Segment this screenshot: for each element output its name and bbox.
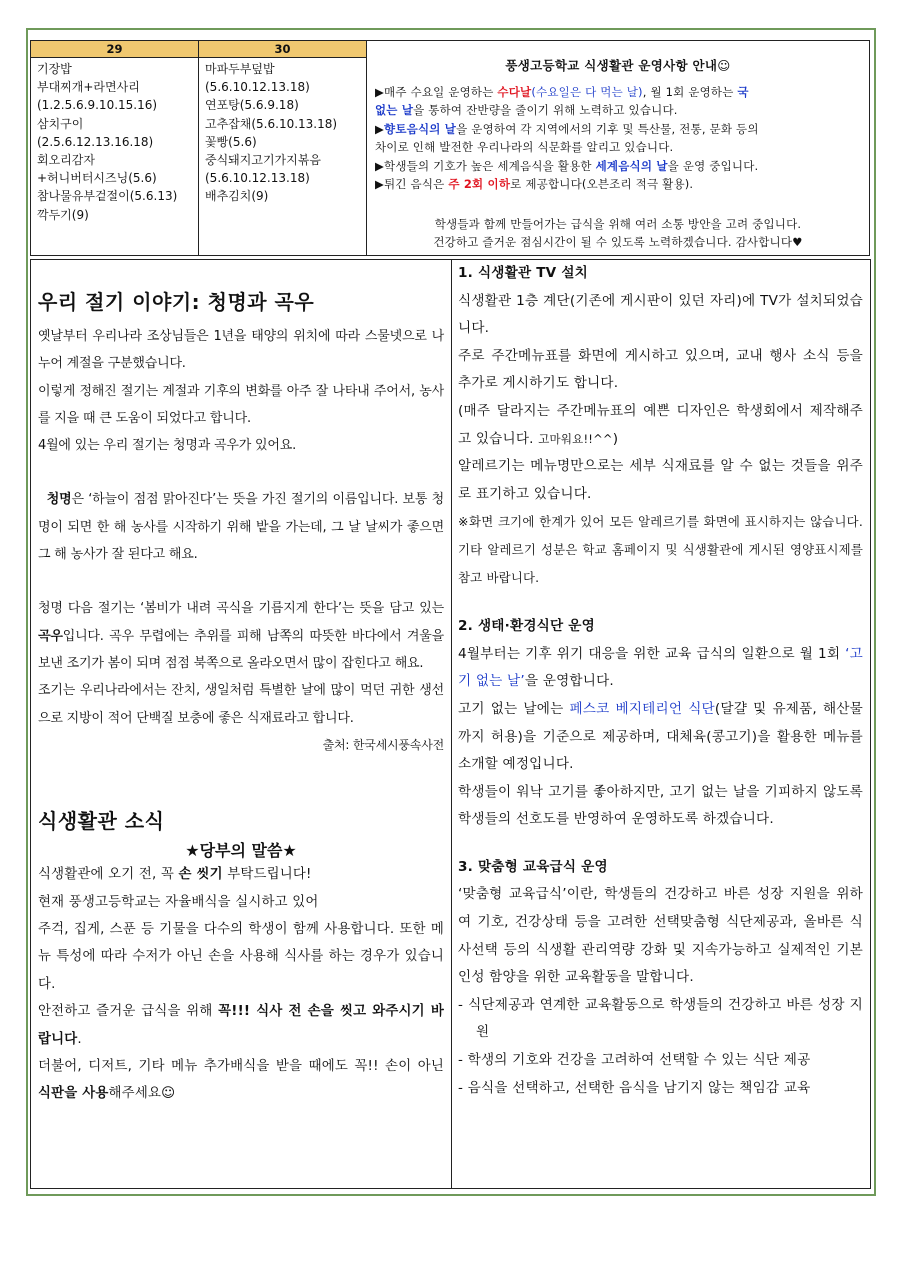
paragraph: 식생활관 1층 계단(기존에 게시판이 있던 자리)에 TV가 설치되었습니다. (458, 292, 863, 337)
paragraph: ‘맞춤형 교육급식’이란, 학생들의 건강하고 바른 성장 지원을 위하여 기호, 건강상태 등을 고려한 선택맞춤형 식단제공과, 올바른 식사선택 등의 식생활 관리역량 강화 및 지속가능하고 실제적인 기본인성 함양을 위한 교육활동을 말합니다. (458, 886, 863, 986)
menu-item: 연포탕(5.6.9.18) (205, 98, 299, 113)
menu-item: 중식돼지고기가지볶음 (205, 153, 321, 168)
paragraph: 주로 주간메뉴표를 화면에 게시하고 있으며, 교내 행사 소식 등을 추가로 게시하기도 합니다. (458, 347, 863, 392)
tv-section (458, 260, 863, 591)
menu-item: +허니버터시즈닝(5.6) (37, 171, 157, 186)
notice-line: ▶학생들의 기호가 높은 세계음식을 활용한 세계음식의 날을 운영 중입니다. (375, 158, 759, 173)
menu-item: (2.5.6.12.13.16.18) (37, 134, 154, 149)
left-column (38, 259, 444, 1108)
paragraph: 현재 풍생고등학교는 자율배식을 실시하고 있어 (38, 894, 319, 910)
menu-day-29 (31, 41, 199, 255)
notice-footer (367, 215, 869, 252)
paragraph: (매주 달라지는 주간메뉴표의 예쁜 디자인은 학생회에서 제작해주고 있습니다. 고마워요!!^^) (458, 402, 863, 447)
paragraph: 주걱, 집게, 스푼 등 기물을 다수의 학생이 함께 사용합니다. 또한 메뉴 특성에 따라 수저가 아닌 손을 사용해 식사를 하는 경우가 있습니다. (38, 921, 444, 992)
list-item: - 식단제공과 연계한 교육활동으로 학생들의 건강하고 바른 성장 지원 (458, 996, 863, 1041)
paragraph: 4월부터는 기후 위기 대응을 위한 교육 급식의 일환으로 월 1회 ‘고기 없는 날’을 운영합니다. (458, 645, 863, 690)
season-text (38, 323, 444, 759)
list-item: - 음식을 선택하고, 선택한 음식을 남기지 않는 책임감 교육 (458, 1079, 811, 1096)
news-subtitle: ★당부의 말씀★ (185, 841, 297, 861)
notice-title: 풍생고등학교 식생활관 운영사항 안내☺ (505, 58, 731, 73)
right-column (458, 259, 863, 1102)
menu-items (31, 58, 198, 224)
season-title: 우리 절기 이야기: 청명과 곡우 (38, 290, 315, 314)
paragraph: 고기 없는 날에는 페스코 베지테리언 식단(달걀 및 유제품, 해산물까지 허용)을 기준으로 제공하며, 대체육(콩고기)을 활용한 메뉴를 소개할 예정입니다. (458, 700, 863, 773)
notice-line: 차이로 인해 발전한 우리나라의 식문화를 알리고 있습니다. (375, 140, 674, 155)
notice-body (375, 83, 857, 193)
notice-line: ▶향토음식의 날을 운영하여 각 지역에서의 기후 및 특산물, 전통, 문화 등의 (375, 121, 759, 136)
notice-line: ▶매주 수요일 운영하는 수다날(수요일은 다 먹는 날), 월 1회 운영하는 국 (375, 85, 749, 99)
paragraph: 청명 다음 절기는 ‘봄비가 내려 곡식을 기름지게 한다’는 뜻을 담고 있는 곡우입니다. 곡우 무렵에는 추위를 피해 남쪽의 따뜻한 바다에서 겨울을 보낸 조기가 봄이 되며 점점 북쪽으로 올라오면서 많이 잡힌다고 해요. (38, 601, 444, 671)
list-item: - 학생의 기호와 건강을 고려하여 선택할 수 있는 식단 제공 (458, 1052, 811, 1069)
eco-section (458, 613, 863, 834)
paragraph: 청명은 ‘하늘이 점점 맑아진다’는 뜻을 가진 절기의 이름입니다. 보통 청명이 되면 한 해 농사를 시작하기 위해 밭을 가는데, 그 날 날씨가 좋으면 그 해 농사가 잘 된다고 해요. (38, 492, 444, 563)
section-title: 3. 맞춤형 교육급식 운영 (458, 858, 608, 875)
menu-item: (5.6.10.12.13.18) (205, 171, 310, 186)
paragraph: 옛날부터 우리나라 조상님들은 1년을 태양의 위치에 따라 스물넷으로 나누어 계절을 구분했습니다. (38, 329, 444, 372)
news-text (38, 861, 444, 1108)
news-title: 식생활관 소식 (38, 809, 165, 834)
menu-item: 꽃빵(5.6) (205, 134, 257, 149)
paragraph: 더불어, 디저트, 기타 메뉴 추가배식을 받을 때에도 꼭!! 손이 아닌 식판을 사용해주세요☺ (38, 1059, 444, 1102)
day-header: 30 (199, 41, 366, 58)
menu-item: 깍두기(9) (37, 207, 89, 222)
menu-item: 마파두부덮밥 (205, 62, 275, 76)
section-title: 2. 생태·환경식단 운영 (458, 618, 595, 635)
paragraph: 조기는 우리나라에서는 잔치, 생일처럼 특별한 날에 많이 먹던 귀한 생선으로 지방이 적어 단백질 보충에 좋은 식재료라고 합니다. (38, 683, 444, 726)
menu-item: 회오리감자 (37, 153, 95, 168)
paragraph: ※화면 크기에 한계가 있어 모든 알레르기를 화면에 표시하지는 않습니다. 기타 알레르기 성분은 학교 홈페이지 및 식생활관에 게시된 영양표시제를 참고 바랍니다. (458, 514, 863, 585)
menu-item: 참나물유부겉절이(5.6.13) (37, 189, 178, 204)
paragraph: 알레르기는 메뉴명만으로는 세부 식재료를 알 수 없는 것들을 위주로 표기하고 있습니다. (458, 458, 863, 502)
paragraph: 식생활관에 오기 전, 꼭 손 씻기 부탁드립니다! (38, 867, 312, 883)
menu-item: 부대찌개+라면사리 (37, 80, 140, 95)
paragraph: 이렇게 정해진 절기는 계절과 기후의 변화를 아주 잘 나타내 주어서, 농사를 지을 때 큰 도움이 되었다고 합니다. (38, 383, 444, 426)
paragraph: 학생들이 워낙 고기를 좋아하지만, 고기 없는 날을 기피하지 않도록 학생들의 선호도를 반영하여 운영하도록 하겠습니다. (458, 783, 863, 828)
section-title: 1. 식생활관 TV 설치 (458, 265, 589, 281)
menu-item: 삼치구이 (37, 116, 84, 131)
paragraph: 4월에 있는 우리 절기는 청명과 곡우가 있어요. (38, 438, 297, 454)
menu-table (30, 40, 367, 256)
menu-item: 기장밥 (37, 62, 72, 76)
menu-item: (1.2.5.6.9.10.15.16) (37, 98, 158, 113)
custom-meal-section (458, 854, 863, 1102)
column-divider (451, 259, 452, 1189)
menu-item: 고추잡채(5.6.10.13.18) (205, 116, 338, 131)
menu-item: (5.6.10.12.13.18) (205, 80, 310, 95)
menu-day-30 (199, 41, 366, 255)
menu-item: 배추김치(9) (205, 189, 269, 204)
day-header: 29 (31, 41, 198, 58)
menu-items (199, 58, 366, 206)
notice-line: ▶튀긴 음식은 주 2회 이하로 제공합니다(오븐조리 적극 활용). (375, 177, 694, 192)
paragraph: 안전하고 즐거운 급식을 위해 꼭!!! 식사 전 손을 씻고 와주시기 바랍니다. (38, 1004, 444, 1047)
notice-footer-line: 건강하고 즐거운 점심시간이 될 수 있도록 노력하겠습니다. 감사합니다♥ (433, 235, 803, 250)
source-note: 출처: 한국세시풍속사전 (322, 737, 444, 752)
notice-footer-line: 학생들과 함께 만들어가는 급식을 위해 여러 소통 방안을 고려 중입니다. (434, 217, 802, 231)
notice-box (367, 40, 870, 256)
notice-line: 없는 날을 통하여 잔반량을 줄이기 위해 노력하고 있습니다. (375, 103, 678, 118)
